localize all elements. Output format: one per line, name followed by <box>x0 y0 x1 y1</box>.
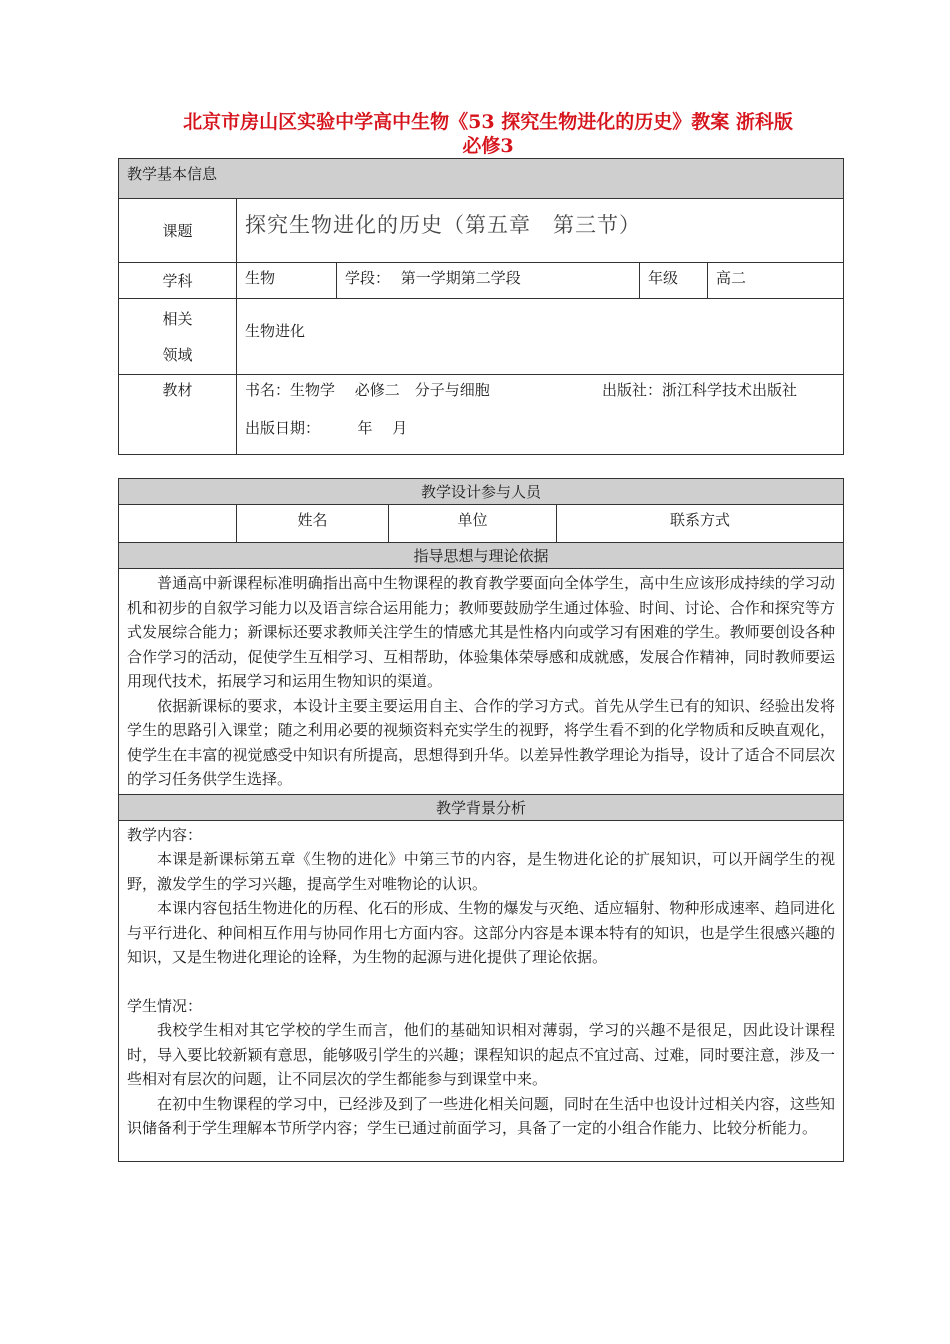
participants-header: 教学设计参与人员 <box>119 479 844 505</box>
title-line-2: 必修3 <box>462 135 514 157</box>
field-label-line-1: 相关 <box>162 309 193 328</box>
col-contact: 联系方式 <box>557 505 844 543</box>
document-title <box>108 110 868 158</box>
students-heading: 学生情况： <box>127 996 203 1015</box>
content-heading: 教学内容： <box>127 825 203 844</box>
publish-date: 出版日期： 年 月 <box>245 419 408 437</box>
basic-info-header: 教学基本信息 <box>119 159 844 199</box>
grade-label: 年级 <box>640 263 708 299</box>
stage-label: 学段： <box>345 269 391 287</box>
publisher-line: 出版社：浙江科学技术出版社 <box>602 381 798 399</box>
title-line-1: 北京市房山区实验中学高中生物《53 探究生物进化的历史》教案 浙科版 <box>183 111 793 133</box>
subject-label: 学科 <box>119 263 237 299</box>
material-value <box>237 375 844 455</box>
book-line: 书名：生物学 必修二 分子与细胞 <box>245 381 490 399</box>
content-paragraph-2: 本课内容包括生物进化的历程、化石的形成、生物的爆发与灭绝、适应辐射、物种形成速率、趋同进化与平行进化、种间相互作用与协同作用七方面内容。这部分内容是本课本特有的知识，也是学生很感兴趣的知识，又是生物进化理论的诠释，为生物的起源与进化提供了理论依据。 <box>127 899 836 966</box>
content-paragraph-1: 本课是新课标第五章《生物的进化》中第三节的内容，是生物进化论的扩展知识，可以开阔学生的视野，激发学生的学习兴趣，提高学生对唯物论的认识。 <box>127 850 836 893</box>
basic-info-table <box>118 158 844 455</box>
book-row <box>237 375 843 403</box>
stage-cell <box>337 263 640 299</box>
topic-label: 课题 <box>119 199 237 263</box>
grade-value: 高二 <box>708 263 844 299</box>
guiding-paragraph-1: 普通高中新课程标准明确指出高中生物课程的教育教学要面向全体学生，高中生应该形成持续的学习动机和初步的自叙学习能力以及语言综合运用能力；教师要鼓励学生通过体验、时间、讨论、合作和探究等方式发展综合能力；新课标还要求教师关注学生的情感尤其是性格内向或学习有困难的学生。教师要创设各种合作学习的活动，促使学生互相学习、互相帮助，体验集体荣辱感和成就感，发展合作精神，同时教师要运用现代技术，拓展学习和运用生物知识的渠道。 <box>127 574 836 690</box>
guiding-header: 指导思想与理论依据 <box>119 543 844 569</box>
guiding-content <box>119 569 844 795</box>
field-label <box>119 299 237 375</box>
topic-value: 探究生物进化的历史（第五章 第三节） <box>237 199 844 263</box>
background-header: 教学背景分析 <box>119 794 844 820</box>
students-paragraph-1: 我校学生相对其它学校的学生而言，他们的基础知识相对薄弱，学习的兴趣不是很足，因此设计课程时，导入要比较新颖有意思，能够吸引学生的兴趣；课程知识的起点不宜过高、过难，同时要注意，涉及一些相对有层次的问题，让不同层次的学生都能参与到课堂中来。 <box>127 1021 836 1088</box>
col-unit: 单位 <box>389 505 557 543</box>
participants-blank-cell <box>119 505 237 543</box>
students-paragraph-2: 在初中生物课程的学习中，已经涉及到了一些进化相关问题，同时在生活中也设计过相关内容，这些知识储备利于学生理解本节所学内容；学生已通过前面学习，具备了一定的小组合作能力、比较分析能力。 <box>127 1094 836 1137</box>
subject-value: 生物 <box>237 263 337 299</box>
field-label-line-2: 领域 <box>162 345 193 364</box>
stage-value: 第一学期第二学段 <box>400 269 521 287</box>
design-table <box>118 478 844 1162</box>
material-label: 教材 <box>119 375 237 455</box>
background-content <box>119 820 844 1161</box>
field-value: 生物进化 <box>237 299 844 375</box>
col-name: 姓名 <box>237 505 389 543</box>
guiding-paragraph-2: 依据新课标的要求，本设计主要主要运用自主、合作的学习方式。首先从学生已有的知识、经验出发将学生的思路引入课堂；随之利用必要的视频资料充实学生的视野，将学生看不到的化学物质和反映直观化，使学生在丰富的视觉感受中知识有所提高，思想得到升华。以差异性教学理论为指导，设计了适合不同层次的学习任务供学生选择。 <box>127 696 836 788</box>
